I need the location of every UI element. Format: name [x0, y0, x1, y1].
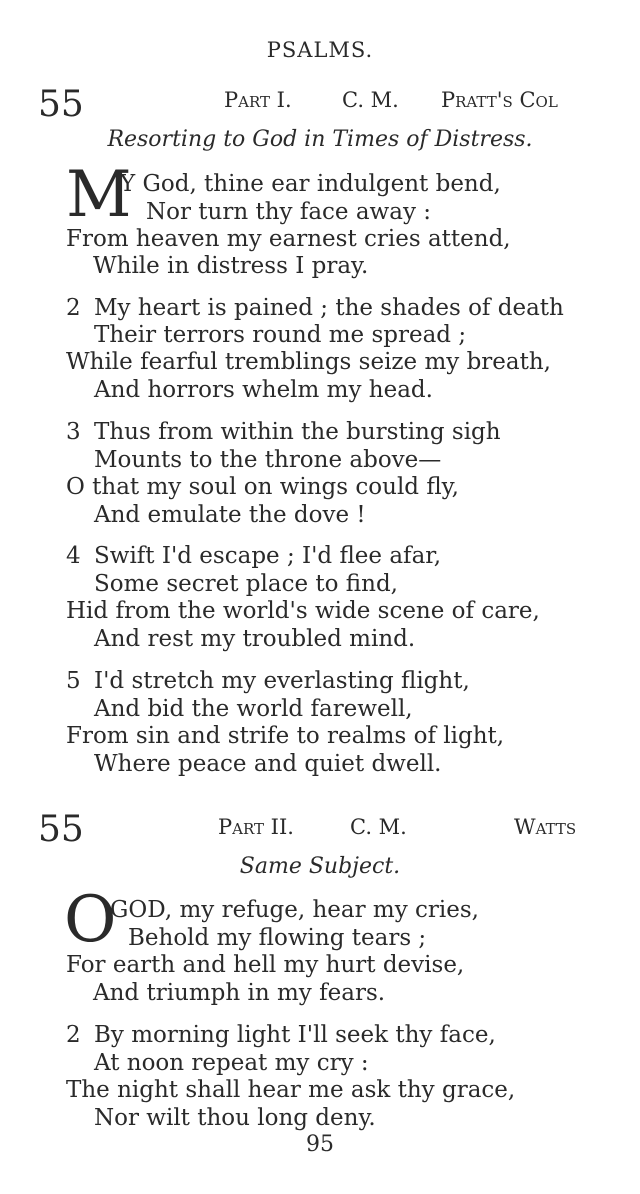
hymn-subtitle: Resorting to God in Times of Distress.	[107, 127, 533, 152]
hymn-part: Part II.	[218, 815, 294, 839]
page-header: PSALMS.	[266, 38, 374, 62]
verse-line: Some secret place to find,	[94, 571, 398, 597]
drop-cap: M	[66, 158, 132, 232]
verse-line: Nor wilt thou long deny.	[94, 1105, 376, 1131]
stanza-number: 2	[66, 1022, 81, 1048]
verse-line: At noon repeat my cry :	[94, 1050, 369, 1076]
verse-line: While fearful tremblings seize my breath,	[66, 349, 551, 375]
stanza-number: 2	[66, 295, 81, 321]
verse-line: GOD, my refuge, hear my cries,	[110, 897, 479, 923]
verse-line: Nor turn thy face away :	[146, 199, 432, 225]
verse-line: Their terrors round me spread ;	[94, 322, 467, 348]
verse-line: Mounts to the throne above—	[94, 447, 442, 473]
hymn-number: 55	[38, 809, 84, 850]
verse-line: Thus from within the bursting sigh	[94, 419, 501, 445]
verse-line: Swift I'd escape ; I'd flee afar,	[94, 543, 442, 569]
verse-line: For earth and hell my hurt devise,	[66, 952, 465, 978]
verse-line: And emulate the dove !	[94, 502, 366, 528]
verse-line: O that my soul on wings could fly,	[66, 474, 459, 500]
hymn-subtitle: Same Subject.	[239, 854, 401, 879]
verse-line: By morning light I'll seek thy face,	[94, 1022, 496, 1048]
stanza-number: 5	[66, 668, 81, 694]
verse-line: And bid the world farewell,	[94, 696, 413, 722]
verse-line: And triumph in my fears.	[93, 980, 386, 1006]
verse-line: My heart is pained ; the shades of death	[94, 295, 564, 321]
stanza-number: 3	[66, 419, 81, 445]
verse-line: From heaven my earnest cries attend,	[66, 226, 511, 252]
verse-line: And rest my troubled mind.	[94, 626, 416, 652]
hymn-meter: C. M.	[342, 88, 399, 112]
hymn-attribution: Pratt's Col	[441, 88, 558, 112]
hymn-attribution: Watts	[514, 815, 577, 839]
verse-line: Behold my flowing tears ;	[128, 925, 427, 951]
hymn-number: 55	[38, 84, 84, 125]
verse-line: While in distress I pray.	[93, 253, 369, 279]
stanza-number: 4	[66, 543, 81, 569]
verse-line: And horrors whelm my head.	[94, 377, 433, 403]
verse-line: I'd stretch my everlasting flight,	[94, 668, 470, 694]
page-number: 95	[306, 1132, 334, 1157]
hymn-meter: C. M.	[350, 815, 407, 839]
verse-line: Y God, thine ear indulgent bend,	[120, 171, 501, 197]
verse-line: Where peace and quiet dwell.	[94, 751, 442, 777]
drop-cap: O	[64, 883, 117, 957]
verse-line: Hid from the world's wide scene of care,	[66, 598, 540, 624]
hymn-part: Part I.	[224, 88, 292, 112]
verse-line: From sin and strife to realms of light,	[66, 723, 505, 749]
verse-line: The night shall hear me ask thy grace,	[66, 1077, 516, 1103]
